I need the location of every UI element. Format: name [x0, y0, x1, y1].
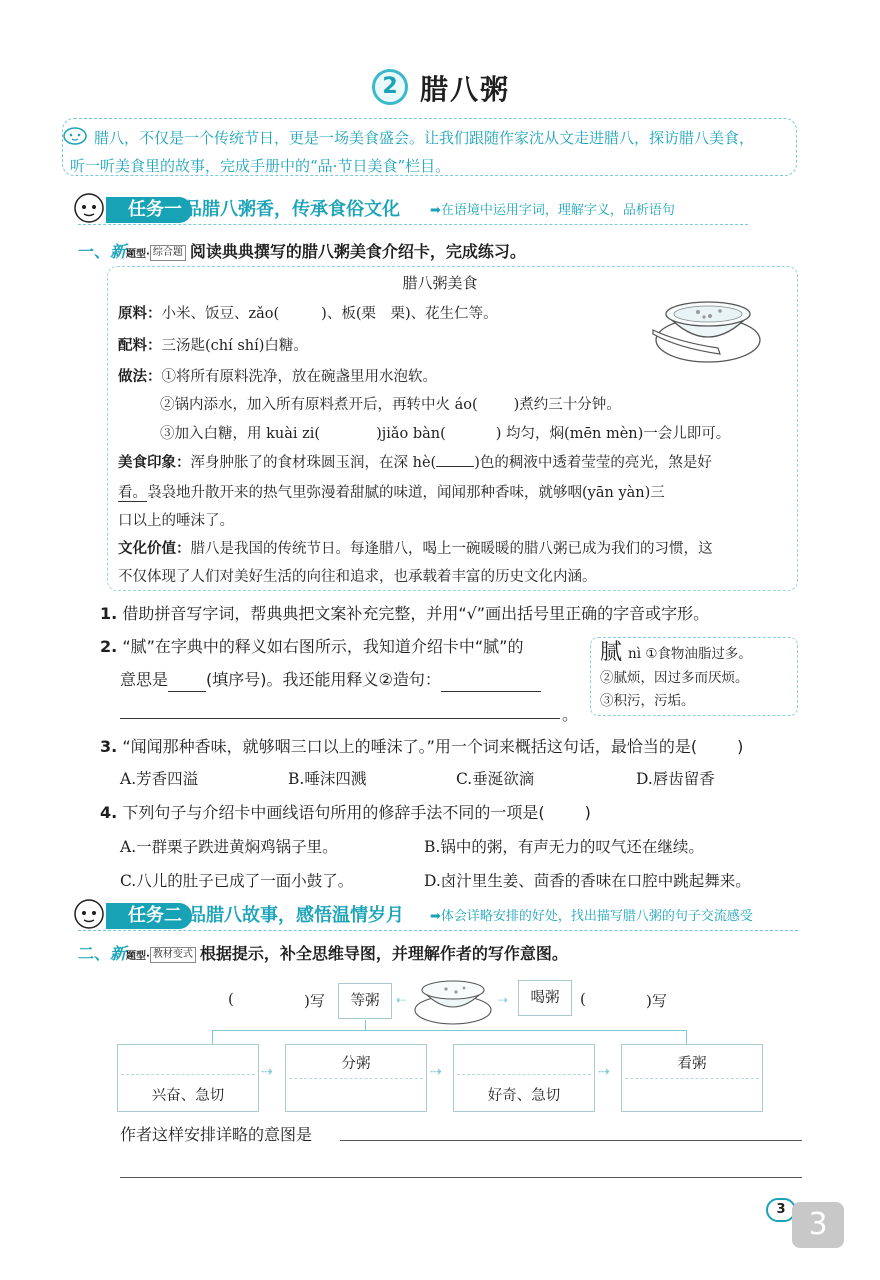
impression-label: 美食印象： [118, 454, 191, 471]
ingredients-text: )、板(栗 栗)、花生仁等。 [321, 306, 498, 322]
section-number: 二、 [78, 944, 111, 963]
type-prefix: 题型· [126, 249, 150, 260]
mindmap-box-2-top: 分粥 [341, 1056, 371, 1072]
method-step: ) 均匀，焖(mēn mèn)一会儿即可。 [495, 426, 731, 442]
impression-text: 袅袅地升散开来的热气里弥漫着甜腻的味道，闻闻那种香味，就够咽(yān yàn)三 [147, 485, 665, 501]
mindmap-left-paren: ( [228, 990, 234, 1008]
new-tag: 新 [110, 944, 127, 963]
method-step: ①将所有原料洗净，放在碗盏里用水泡软。 [161, 369, 437, 385]
underlined-text: 看。 [118, 485, 147, 501]
culture-label: 文化价值： [118, 540, 191, 557]
question-number: 4. [100, 803, 118, 822]
intro-line: 腊八，不仅是一个传统节日，更是一场美食盛会。让我们跟随作家沈从文走进腊八，探访腊八美食， [94, 129, 755, 147]
question-3 [100, 736, 743, 758]
answer-blank[interactable] [168, 669, 206, 692]
task1-banner [44, 197, 744, 223]
q4-option-c[interactable]: C.八儿的肚子已成了一面小鼓了。 [120, 872, 354, 890]
q3-option-c[interactable]: C.垂涎欲滴 [456, 770, 535, 788]
q4-option-d[interactable]: D.卤汁里生姜、茴香的香味在口腔中跳起舞来。 [424, 872, 751, 890]
type-prefix: 题型· [126, 951, 150, 962]
lesson-number-badge: 2 [372, 69, 408, 105]
question-number: 2. [100, 637, 118, 656]
mindmap-wait-box: 等粥 [338, 983, 392, 1019]
mindmap-box-4-top: 看粥 [677, 1056, 707, 1072]
mindmap-left-write: )写 [304, 992, 325, 1010]
intro-line: 听一听美食里的故事，完成手册中的“品·节日美食”栏目。 [70, 157, 451, 175]
sentence-answer-line[interactable] [120, 718, 560, 719]
card-step3 [160, 424, 730, 444]
impression-text: )色的稠液中透着莹莹的亮光，煞是好 [474, 455, 712, 471]
question-text: ) [584, 803, 591, 822]
seasoning-text: 三汤匙(chí shí)白糖。 [161, 338, 308, 354]
task2-label: 任务二 [106, 903, 192, 929]
period: 。 [562, 705, 579, 724]
method-step: ②锅内添水，加入所有原料煮开后，再转中火 áo( [160, 397, 478, 413]
section-number: 一、 [78, 242, 111, 261]
task1-label: 任务一 [106, 197, 192, 223]
task2-note: ➡体会详略安排的好处，找出描写腊八粥的句子交流感受 [430, 909, 753, 924]
ingredients-label: 原料： [118, 305, 162, 322]
mindmap-divider [121, 1074, 255, 1075]
seasoning-label: 配料： [118, 337, 162, 354]
q3-option-b[interactable]: B.唾沫四溅 [288, 770, 367, 788]
card-culture-2: 不仅体现了人们对美好生活的向往和追求，也承载着丰富的历史文化内涵。 [118, 569, 597, 585]
ingredients-text: 小米、饭豆、zǎo( [161, 306, 280, 322]
mindmap-connector [212, 1030, 686, 1031]
mindmap-right-blank[interactable] [592, 990, 642, 1010]
sentence-blank[interactable] [441, 669, 541, 692]
arrow-right-icon: ⇢ [598, 1064, 610, 1080]
task1-note: ➡在语境中运用字词，理解字义，品析语句 [430, 203, 675, 218]
page-watermark: 3 [792, 1202, 844, 1248]
mindmap-connector [686, 1030, 687, 1044]
question-text: ) [737, 737, 744, 756]
mindmap-right-paren: ( [580, 990, 586, 1008]
question-text: (填序号)。我还能用释义②造句： [206, 670, 441, 689]
new-tag: 新 [110, 242, 127, 261]
card-seasoning [118, 336, 308, 356]
method-step: )jiǎo bàn( [376, 426, 446, 442]
porridge-bowl-icon [410, 972, 496, 1028]
question-text: 下列句子与介绍卡中画线语句所用的修辞手法不同的一项是( [122, 803, 545, 822]
mindmap-divider [625, 1078, 759, 1079]
dictionary-definition: ①食物油脂过多。 [645, 646, 752, 662]
card-culture-1 [118, 539, 713, 559]
section2-text: 根据提示，补全思维导图，并理解作者的写作意图。 [199, 944, 568, 963]
q3-option-a[interactable]: A.芳香四溢 [120, 770, 199, 788]
mindmap-box-1-bottom: 兴奋、急切 [151, 1088, 225, 1104]
dictionary-entry-3: ③积污，污垢。 [600, 693, 695, 709]
intro-text [70, 124, 800, 180]
culture-text: 腊八是我国的传统节日。每逢腊八，喝上一碗暖暖的腊八粥已成为我们的习惯，这 [190, 541, 713, 557]
card-step2 [160, 395, 621, 415]
intent-answer-line[interactable] [340, 1140, 802, 1141]
mindmap-connector [365, 1020, 366, 1030]
card-impression-2 [118, 483, 665, 503]
mindmap-divider [457, 1074, 591, 1075]
mindmap-drink-box: 喝粥 [518, 980, 572, 1016]
card-method [118, 367, 437, 387]
mindmap-connector [212, 1030, 213, 1044]
task2-banner [44, 903, 814, 929]
mindmap-right-write: )写 [646, 992, 667, 1010]
arrow-right-icon: ⇢ [498, 993, 509, 1007]
porridge-bowl-icon [648, 290, 766, 368]
card-impression-1 [118, 453, 712, 473]
q3-option-d[interactable]: D.唇齿留香 [636, 770, 715, 788]
section1-text: 阅读典典撰写的腊八粥美食介绍卡，完成练习。 [189, 242, 526, 261]
mindmap-box-3-bottom: 好奇、急切 [487, 1088, 561, 1104]
arrow-left-icon: ⇠ [396, 993, 407, 1007]
lesson-title: 腊八粥 [420, 73, 511, 106]
question-text: “腻”在字典中的释义如右图所示，我知道介绍卡中“腻”的 [122, 637, 524, 656]
mindmap-left-blank[interactable] [240, 990, 302, 1010]
task1-title: 品腊八粥香，传承食俗文化 [184, 199, 400, 220]
question-2-line2 [120, 669, 541, 692]
intent-answer-line[interactable] [120, 1177, 802, 1178]
method-step: )煮约三十分钟。 [513, 397, 621, 413]
question-text: 意思是 [120, 670, 169, 689]
question-number: 3. [100, 737, 118, 756]
question-number: 1. [100, 604, 118, 623]
task2-title: 品腊八故事，感悟温情岁月 [188, 905, 404, 926]
q4-option-b[interactable]: B.锅中的粥，有声无力的叹气还在继续。 [424, 838, 704, 856]
task1-divider [78, 224, 748, 225]
page-number: 3 [766, 1198, 796, 1222]
intent-prompt: 作者这样安排详略的意图是 [120, 1125, 313, 1144]
card-impression-3: 口以上的唾沫了。 [118, 513, 234, 529]
arrow-right-icon: ⇢ [261, 1064, 273, 1080]
section1-heading [78, 239, 526, 262]
question-1 [100, 603, 709, 625]
question-4 [100, 802, 591, 824]
task2-divider [78, 930, 798, 931]
mindmap-divider [289, 1078, 423, 1079]
question-type-tag: 综合题 [150, 245, 186, 261]
question-text: 借助拼音写字词，帮典典把文案补充完整，并用“√”画出括号里正确的字音或字形。 [122, 604, 710, 623]
question-type-tag: 教材变式 [150, 947, 196, 963]
card-ingredients [118, 304, 498, 324]
method-step: ③加入白糖，用 kuài zi( [160, 426, 321, 442]
answer-blank[interactable] [436, 466, 474, 467]
section2-heading [78, 941, 568, 964]
method-label: 做法： [118, 368, 162, 385]
impression-text: 浑身肿胀了的食材珠圆玉润，在深 hè( [190, 455, 437, 471]
dictionary-char: 腻 [600, 640, 623, 665]
card-title: 腊八粥美食 [402, 274, 478, 292]
mascot-icon [72, 191, 106, 225]
question-2 [100, 636, 523, 658]
arrow-right-icon: ⇢ [430, 1064, 442, 1080]
dictionary-pinyin: nì [628, 646, 642, 662]
question-text: “闻闻那种香味，就够咽三口以上的唾沫了。”用一个词来概括这句话，最恰当的是( [122, 737, 698, 756]
q4-option-a[interactable]: A.一群栗子跌进黄焖鸡锅子里。 [120, 838, 338, 856]
dictionary-entry-1 [628, 642, 752, 666]
mascot-icon [72, 897, 106, 931]
dictionary-entry-2: ②腻烦，因过多而厌烦。 [600, 670, 749, 686]
